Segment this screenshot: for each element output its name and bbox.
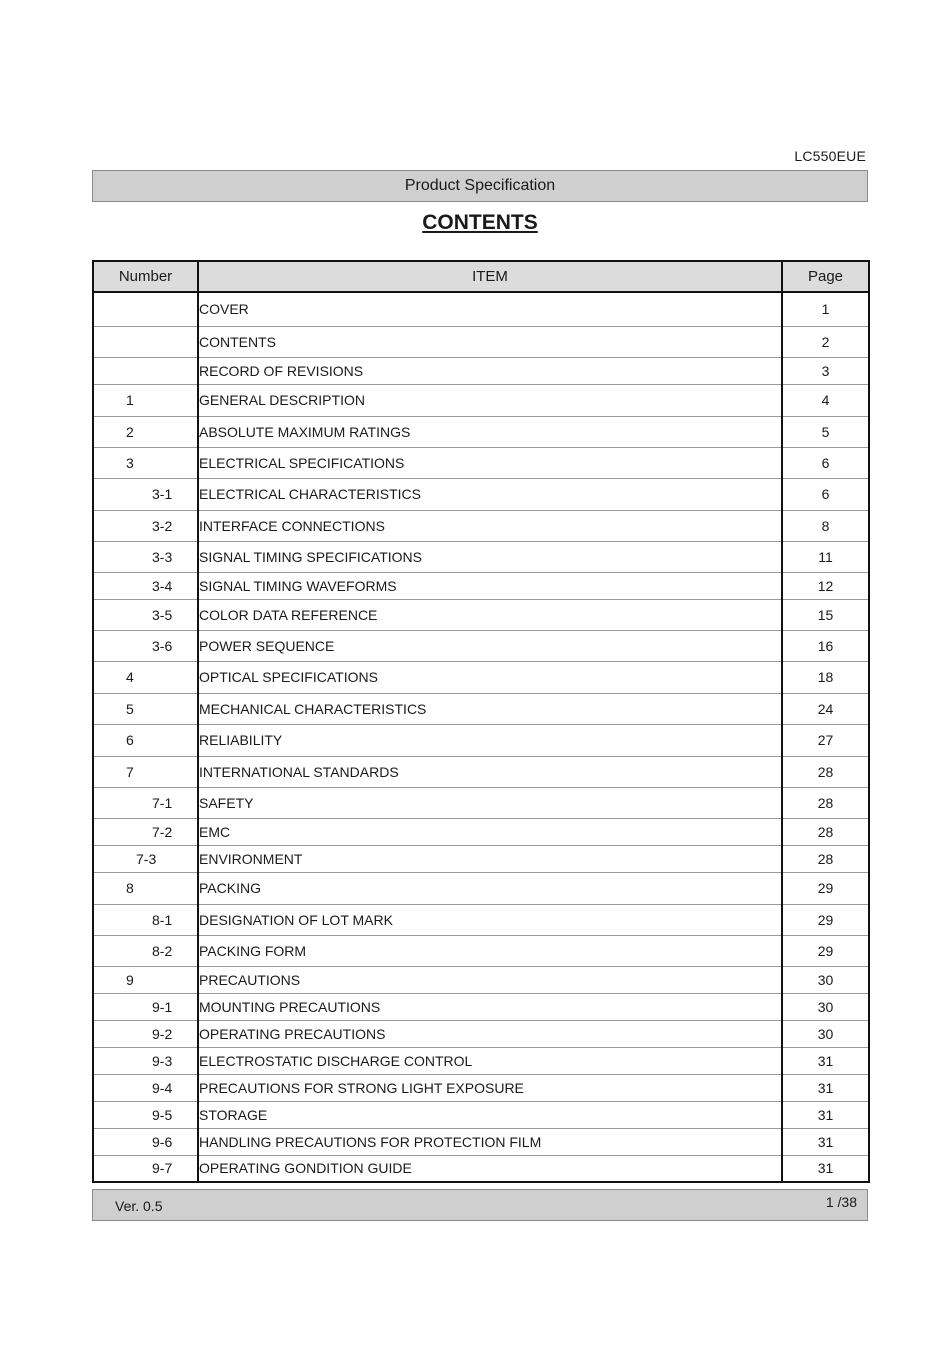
row-number: 7-3 — [93, 845, 198, 872]
row-number — [93, 292, 198, 326]
row-item: ABSOLUTE MAXIMUM RATINGS — [198, 416, 782, 447]
row-page: 24 — [782, 693, 869, 724]
row-page: 1 — [782, 292, 869, 326]
table-row — [93, 1128, 869, 1155]
row-number: 1 — [93, 384, 198, 416]
row-item: PACKING — [198, 872, 782, 904]
table-row — [93, 1155, 869, 1182]
row-number: 9-4 — [93, 1074, 198, 1101]
table-row — [93, 1074, 869, 1101]
row-page: 28 — [782, 818, 869, 845]
row-page: 2 — [782, 326, 869, 357]
row-number: 8 — [93, 872, 198, 904]
row-item: ELECTRICAL SPECIFICATIONS — [198, 447, 782, 478]
row-item: RELIABILITY — [198, 724, 782, 756]
contents-title: CONTENTS — [422, 211, 538, 234]
row-page: 18 — [782, 661, 869, 693]
row-number: 3-3 — [93, 541, 198, 572]
header-page: Page — [782, 261, 869, 292]
table-row — [93, 478, 869, 510]
row-number: 9-1 — [93, 993, 198, 1020]
row-item: HANDLING PRECAUTIONS FOR PROTECTION FILM — [198, 1128, 782, 1155]
row-page: 5 — [782, 416, 869, 447]
row-item: COLOR DATA REFERENCE — [198, 599, 782, 630]
row-item: GENERAL DESCRIPTION — [198, 384, 782, 416]
row-page: 31 — [817, 1160, 834, 1177]
row-number: 9-6 — [93, 1128, 198, 1155]
row-number: 3-1 — [93, 478, 198, 510]
table-row — [93, 416, 869, 447]
row-page: 28 — [782, 845, 869, 872]
row-item: ELECTROSTATIC DISCHARGE CONTROL — [198, 1047, 782, 1074]
row-item: MECHANICAL CHARACTERISTICS — [198, 693, 782, 724]
row-item: POWER SEQUENCE — [198, 630, 782, 661]
row-item: PACKING FORM — [198, 935, 782, 966]
table-row — [93, 357, 869, 384]
row-page: 28 — [782, 756, 869, 787]
table-row — [93, 966, 869, 993]
row-item: SIGNAL TIMING SPECIFICATIONS — [198, 541, 782, 572]
row-page: 31 — [782, 1074, 869, 1101]
table-header-row — [93, 261, 869, 292]
table-row — [93, 447, 869, 478]
row-page: 28 — [782, 787, 869, 818]
table-row — [93, 384, 869, 416]
contents-table — [92, 260, 870, 1183]
row-page: 6 — [782, 478, 869, 510]
row-item: ENVIRONMENT — [198, 845, 782, 872]
row-item: CONTENTS — [198, 326, 782, 357]
row-number: 9 — [93, 966, 198, 993]
page-number: 1 /38 — [825, 1194, 857, 1210]
row-item: EMC — [198, 818, 782, 845]
row-page: 15 — [782, 599, 869, 630]
table-row — [93, 1101, 869, 1128]
row-page: 31 — [782, 1101, 869, 1128]
table-row — [93, 1047, 869, 1074]
row-item: DESIGNATION OF LOT MARK — [198, 904, 782, 935]
table-row — [93, 292, 869, 326]
table-row — [93, 572, 869, 599]
row-item: OPERATING PRECAUTIONS — [198, 1020, 782, 1047]
row-page: 30 — [782, 966, 869, 993]
table-row — [93, 326, 869, 357]
row-item: INTERFACE CONNECTIONS — [198, 510, 782, 541]
table-row — [93, 904, 869, 935]
table-row — [93, 541, 869, 572]
row-number: 3-2 — [93, 510, 198, 541]
row-number: 9-2 — [93, 1020, 198, 1047]
row-number: 3-4 — [93, 572, 198, 599]
row-item: INTERNATIONAL STANDARDS — [198, 756, 782, 787]
row-number: 9-3 — [93, 1047, 198, 1074]
row-item: STORAGE — [198, 1101, 782, 1128]
row-page: 31 — [782, 1047, 869, 1074]
row-number — [93, 357, 198, 384]
table-row — [93, 935, 869, 966]
table-row — [93, 787, 869, 818]
row-page: 12 — [782, 572, 869, 599]
row-item: MOUNTING PRECAUTIONS — [198, 993, 782, 1020]
table-row — [93, 599, 869, 630]
row-number: 2 — [93, 416, 198, 447]
table-row — [93, 693, 869, 724]
row-item: PRECAUTIONS — [198, 966, 782, 993]
row-page: 6 — [782, 447, 869, 478]
row-page: 29 — [782, 904, 869, 935]
row-number: 3-6 — [93, 630, 198, 661]
row-number: 6 — [93, 724, 198, 756]
row-item: PRECAUTIONS FOR STRONG LIGHT EXPOSURE — [198, 1074, 782, 1101]
row-item: OPERATING GONDITION GUIDE — [198, 1155, 782, 1182]
row-number: 3 — [93, 447, 198, 478]
spec-title-bar — [92, 170, 868, 202]
table-row — [93, 510, 869, 541]
spec-title: Product Specification — [404, 177, 556, 194]
table-row — [93, 630, 869, 661]
table-row — [93, 818, 869, 845]
row-page: 16 — [782, 630, 869, 661]
row-page: 11 — [782, 541, 869, 572]
table-row — [93, 661, 869, 693]
version-label: Ver. 0.5 — [115, 1198, 163, 1214]
row-number: 3-5 — [93, 599, 198, 630]
model-number: LC550EUE — [794, 148, 866, 164]
row-page: 30 — [782, 1020, 869, 1047]
row-number: 5 — [93, 693, 198, 724]
row-number: 7-1 — [93, 787, 198, 818]
row-item: SAFETY — [198, 787, 782, 818]
row-number: 8-1 — [93, 904, 198, 935]
row-page: 3 — [782, 357, 869, 384]
row-item: RECORD OF REVISIONS — [198, 357, 782, 384]
row-number: 9-5 — [93, 1101, 198, 1128]
row-number: 7 — [93, 756, 198, 787]
row-number: 9-7 — [93, 1155, 198, 1182]
table-row — [93, 724, 869, 756]
row-page: 29 — [782, 872, 869, 904]
table-row — [93, 993, 869, 1020]
table-row — [93, 845, 869, 872]
table-row — [93, 1020, 869, 1047]
table-row — [93, 872, 869, 904]
row-page: 4 — [782, 384, 869, 416]
row-number: 8-2 — [93, 935, 198, 966]
row-number: 4 — [93, 661, 198, 693]
row-item: COVER — [198, 292, 782, 326]
row-page: 29 — [782, 935, 869, 966]
footer-bar — [92, 1189, 868, 1221]
row-page: 30 — [782, 993, 869, 1020]
row-page: 27 — [782, 724, 869, 756]
row-number: 7-2 — [93, 818, 198, 845]
header-number: Number — [93, 261, 198, 292]
row-number — [93, 326, 198, 357]
row-page: 8 — [782, 510, 869, 541]
row-item: ELECTRICAL CHARACTERISTICS — [198, 478, 782, 510]
header-item: ITEM — [198, 261, 782, 292]
row-item: OPTICAL SPECIFICATIONS — [198, 661, 782, 693]
table-row — [93, 756, 869, 787]
row-page: 31 — [782, 1128, 869, 1155]
row-item: SIGNAL TIMING WAVEFORMS — [198, 572, 782, 599]
